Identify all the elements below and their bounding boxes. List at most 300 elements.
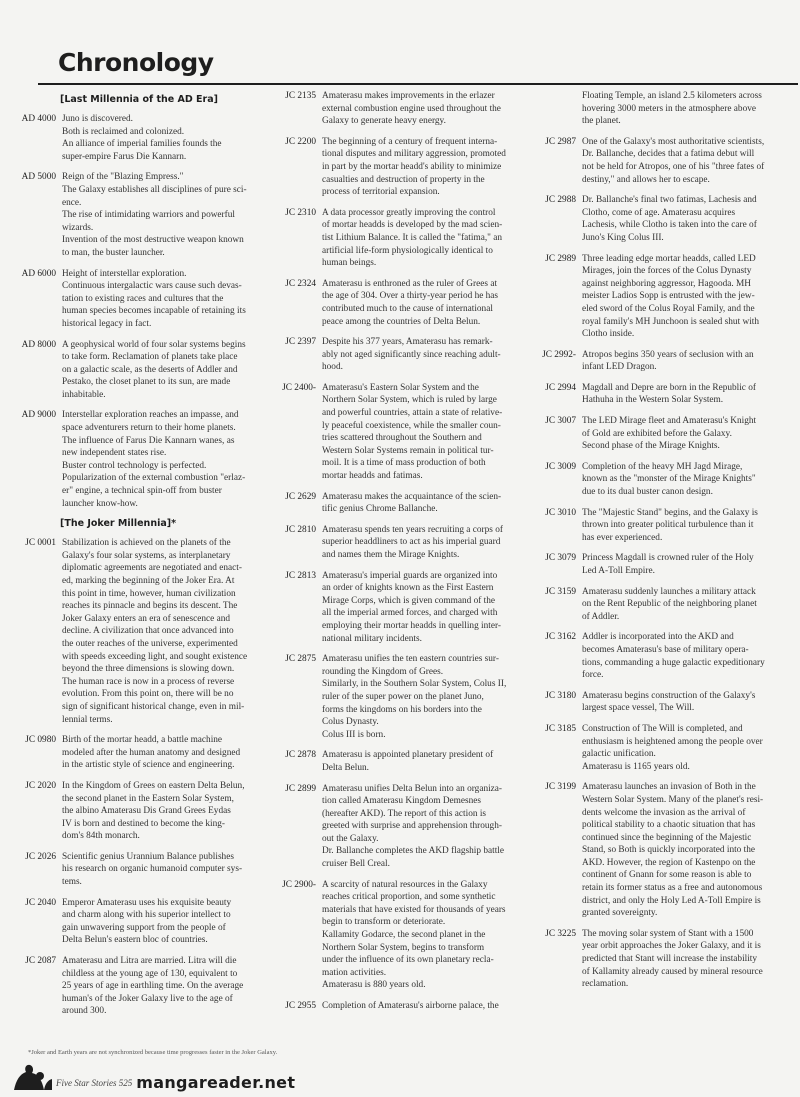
entry-line: Stand, so Both is quickly incorporated into the <box>582 845 756 856</box>
entry-line: The beginning of a century of frequent interna- <box>322 136 498 147</box>
section-heading: [The Joker Millennia]* <box>60 518 177 530</box>
entry-date: JC 3007 <box>545 416 576 427</box>
entry-line: The rise of intimidating warriors and powerful <box>62 210 235 221</box>
chronology-entry <box>270 382 528 483</box>
entry-line: continent of Gnann for some reason is able to <box>582 870 752 881</box>
entry-line: Lachesis, while Clotho is taken into the care of <box>582 220 757 231</box>
entry-line: Second phase of the Mirage Knights. <box>582 441 720 452</box>
entry-line: Western Solar Systems remain in political tur- <box>322 445 494 456</box>
entry-line: with speeds exceeding light, and sought existence <box>62 651 248 662</box>
entry-line: to take form. Reclamation of planets take place <box>62 352 238 363</box>
entry-line: the albino Amaterasu Dis Grand Grees Eydas <box>62 806 231 817</box>
entry-date: JC 3180 <box>545 690 576 701</box>
entry-text <box>582 507 792 545</box>
entry-line: peace among the countries of Delta Belun. <box>322 316 481 327</box>
entry-line: modeled after the human anatomy and designed <box>62 747 241 758</box>
entry-line: Interstellar exploration reaches an impasse, and <box>62 410 239 421</box>
entry-line: casualties and destruction of property in the <box>322 174 485 185</box>
entry-text <box>322 336 528 374</box>
entry-date: JC 2026 <box>25 851 56 862</box>
entry-line: The moving solar system of Stant with a 1500 <box>582 928 754 939</box>
entry-line: Clotho, come of age. Amaterasu acquires <box>582 207 736 218</box>
entry-line: Atropos begins 350 years of seclusion with an <box>582 349 754 360</box>
entry-line: space adventurers return to their home planets. <box>62 423 236 434</box>
entry-line: rounding the Kingdom of Grees. <box>322 666 444 677</box>
chronology-entry <box>530 507 792 545</box>
entry-date: JC 2988 <box>545 195 576 206</box>
chronology-entry <box>270 653 528 741</box>
entry-date: JC 3159 <box>545 586 576 597</box>
entry-line: Clotho inside. <box>582 329 635 340</box>
entry-line: Invention of the most destructive weapon known <box>62 235 244 246</box>
entry-date: JC 3079 <box>545 553 576 564</box>
entry-line: predicted that Stant will increase the instability <box>582 954 758 965</box>
entry-text <box>582 928 792 991</box>
chronology-entry <box>10 897 268 947</box>
entry-text <box>62 268 268 331</box>
entry-line: dom's 84th monarch. <box>62 831 140 842</box>
entry-date: AD 9000 <box>21 410 56 421</box>
entry-line: his research on organic humanoid computer sys- <box>62 864 243 875</box>
entry-line: Amaterasu's imperial guards are organized into <box>322 570 498 581</box>
entry-line: of mortar headds is developed by the mad scien- <box>322 220 503 231</box>
entry-line: tional disputes and military aggression, promoted <box>322 149 506 160</box>
entry-line: under the influence of its own planetary recla- <box>322 955 494 966</box>
entry-line: materials that have existed for thousands of years <box>322 904 506 915</box>
entry-text <box>582 781 792 920</box>
watermark-site-link[interactable]: mangareader.net <box>136 1073 296 1092</box>
entry-line: Kallamity Godarce, the second planet in the <box>322 930 486 941</box>
entry-date: JC 2955 <box>285 1001 316 1011</box>
entry-date: JC 2324 <box>285 278 316 289</box>
entry-line: Stabilization is achieved on the planets of the <box>62 538 231 549</box>
chronology-entry <box>530 631 792 681</box>
entry-date: JC 2040 <box>25 897 56 908</box>
mascot-silhouette-icon <box>10 1062 54 1092</box>
entry-text <box>322 90 528 128</box>
entry-line: thrown into greater political turbulence than it <box>582 520 754 531</box>
entry-line: A data processor greatly improving the control <box>322 207 496 218</box>
entry-date: JC 3162 <box>545 632 576 643</box>
entry-line: Amaterasu is 1165 years old. <box>582 761 690 772</box>
chronology-entry <box>270 207 528 270</box>
entry-text <box>62 409 268 510</box>
entry-text <box>582 194 792 244</box>
entry-line: ruler of the super power on the planet Juno, <box>322 691 484 702</box>
entry-line: the age of 304. Over a thirty-year period he has <box>322 291 499 302</box>
entry-text <box>322 1000 528 1013</box>
entry-line: decline. A civilization that once advanced into <box>62 626 234 637</box>
entry-date: JC 2989 <box>545 253 576 264</box>
chronology-entry <box>270 278 528 328</box>
entry-date: AD 5000 <box>21 172 56 183</box>
entry-line: moil. It is a time of mass production of both <box>322 458 486 469</box>
entry-line: wizards. <box>62 222 94 233</box>
entry-line: IV is born and destined to become the king- <box>62 818 226 829</box>
entry-line: human beings. <box>322 258 377 269</box>
column-2 <box>270 90 528 1057</box>
entry-text <box>322 524 528 562</box>
chronology-entry <box>270 336 528 374</box>
entry-line: the planet. <box>582 116 621 127</box>
entry-line: meister Ladios Sopp is entrusted with the jew- <box>582 291 755 302</box>
chronology-entry <box>10 268 268 331</box>
entry-line: A scarcity of natural resources in the Galaxy <box>322 879 488 890</box>
entry-text <box>582 136 792 186</box>
entry-line: One of the Galaxy's most authoritative scientists, <box>582 136 765 147</box>
entry-text <box>582 586 792 624</box>
entry-line: ence. <box>62 197 82 208</box>
entry-date: JC 2900- <box>282 879 316 890</box>
entry-date: JC 2629 <box>285 491 316 502</box>
entry-line: tist Lithium Balance. It is called the "fatima," an <box>322 232 503 243</box>
entry-line: retain its former status as a free and autonomous <box>582 883 763 894</box>
entry-date: JC 2992- <box>542 349 576 360</box>
entry-line: on the Rent Republic of the neighboring planet <box>582 599 757 610</box>
entry-line: ed, marking the beginning of the Joker Era. At <box>62 576 235 586</box>
entry-line: The influence of Farus Die Kannarn wanes, as <box>62 435 235 446</box>
chronology-entry <box>10 955 268 1018</box>
entry-text <box>62 734 268 772</box>
entry-line: Amaterasu unifies Delta Belun into an organiza- <box>322 783 503 794</box>
entry-date: JC 2813 <box>285 570 316 581</box>
section-heading: [Last Millennia of the AD Era] <box>60 94 218 105</box>
entry-line: national military incidents. <box>322 633 422 644</box>
entry-date: JC 2397 <box>285 337 316 348</box>
entry-line: not be held for Atropos, one of his "three fates of <box>582 161 765 172</box>
entry-line: galactic unification. <box>582 749 656 760</box>
entry-line: in the artistic style of science and engineering. <box>62 760 235 771</box>
entry-line: external combustion engine used throughout the <box>322 103 501 114</box>
entry-date: JC 0001 <box>25 538 56 549</box>
entry-line: process of territorial expansion. <box>322 187 440 198</box>
entry-date: JC 2994 <box>545 382 576 393</box>
entry-line: er" engine, a technical spin-off from buster <box>62 486 222 497</box>
entry-line: Addler is incorporated into the AKD and <box>582 632 734 643</box>
entry-line: granted sovereignty. <box>582 908 658 919</box>
entry-date: JC 3185 <box>545 723 576 734</box>
chronology-entry <box>530 723 792 773</box>
chronology-entry <box>10 780 268 843</box>
chronology-entry <box>530 781 792 920</box>
footnote: *Joker and Earth years are not synchronized because time progresses faster in the Joker Galaxy. <box>28 1049 278 1056</box>
entry-text <box>322 783 528 871</box>
entry-line: Galaxy's four solar systems, as interplanetary <box>62 550 231 561</box>
entry-line: reclamation. <box>582 979 629 990</box>
entry-line: 25 years of age in earthling time. On the average <box>62 981 244 992</box>
entry-line: Delta Belun. <box>322 762 369 773</box>
chronology-entry <box>530 349 792 374</box>
entry-text <box>62 780 268 843</box>
entry-line: out the Galaxy. <box>322 833 379 844</box>
entry-line: Height of interstellar exploration. <box>62 268 187 279</box>
entry-line: against neighboring aggressor, Hagooda. MH <box>582 278 752 289</box>
entry-line: and names them the Mirage Knights. <box>322 550 460 560</box>
entry-line: tions, commanding a huge galactic expeditionary <box>582 657 765 668</box>
entry-date: JC 0980 <box>25 735 56 746</box>
entry-line: Amaterasu's Eastern Solar System and the <box>322 382 479 393</box>
chronology-entry <box>530 136 792 186</box>
entry-line: ly peaceful coexistence, while the smaller coun- <box>322 420 501 431</box>
chronology-entry <box>530 928 792 991</box>
entry-line: childless at the young age of 130, equivalent to <box>62 968 238 979</box>
entry-date: JC 2400- <box>282 382 316 393</box>
entry-line: An alliance of imperial families founds the <box>62 139 222 150</box>
entry-line: in part by the mortar headd's ability to minimize <box>322 161 502 172</box>
entry-line: cruiser Bell Creal. <box>322 859 390 870</box>
entry-line: beyond the three dimensions is slowing down. <box>62 664 235 675</box>
entry-date: JC 2899 <box>285 783 316 794</box>
entry-line: destiny," and allows her to escape. <box>582 174 710 185</box>
entry-line: Amaterasu makes improvements in the erlazer <box>322 91 495 101</box>
entry-line: the outer reaches of the universe, experimented <box>62 638 238 649</box>
entry-line: Pestako, the closet planet to its sun, are made <box>62 377 231 388</box>
chronology-entry <box>530 253 792 341</box>
entry-date: JC 2875 <box>285 654 316 665</box>
chronology-entry <box>530 382 792 407</box>
entry-line: Delta Belun's eastern bloc of countries. <box>62 935 208 946</box>
entry-line: AKD. However, the region of Kastenpo on the <box>582 857 756 868</box>
entry-line: artificial life-form physiologically identical to <box>322 245 493 256</box>
entry-line: ably not aged significantly since reaching adult- <box>322 349 501 360</box>
entry-line: Emperor Amaterasu uses his exquisite beauty <box>62 897 232 908</box>
entry-text <box>582 253 792 341</box>
entry-line: of Addler. <box>582 611 620 622</box>
chronology-entry <box>10 113 268 163</box>
entry-line: Buster control technology is perfected. <box>62 460 207 471</box>
entry-text <box>582 552 792 577</box>
entry-line: Joker Galaxy enters an era of senescence and <box>62 613 231 624</box>
entry-text <box>322 278 528 328</box>
entry-date: JC 3010 <box>545 507 576 518</box>
entry-line: Continuous intergalactic wars cause such devas- <box>62 281 242 292</box>
entry-text <box>322 749 528 774</box>
entry-line: due to its dual buster canon design. <box>582 487 713 498</box>
entry-line: Reign of the "Blazing Empress." <box>62 172 184 183</box>
chronology-entry <box>10 851 268 889</box>
entry-text <box>582 723 792 773</box>
entry-line: Amaterasu suddenly launches a military attack <box>582 586 756 597</box>
entry-text <box>582 461 792 499</box>
entry-line: Colus Dynasty. <box>322 717 379 728</box>
chronology-entry <box>530 461 792 499</box>
entry-text <box>62 955 268 1018</box>
entry-line: human species becomes incapable of retaining its <box>62 306 246 317</box>
entry-line: Amaterasu is enthroned as the ruler of Grees at <box>322 278 498 289</box>
entry-line: Juno is discovered. <box>62 114 134 124</box>
entry-line: Similarly, in the Southern Solar System, Colus II, <box>322 679 507 690</box>
entry-line: begin to transform or deteriorate. <box>322 917 446 928</box>
chronology-entry <box>270 136 528 199</box>
entry-line: Birth of the mortar headd, a battle machine <box>62 735 223 746</box>
entry-line: contributed much to the cause of international <box>322 303 493 314</box>
entry-line: reaches critical proportion, and some synthetic <box>322 892 496 903</box>
entry-text <box>62 339 268 402</box>
entry-date: JC 2987 <box>545 136 576 147</box>
entry-line: the second planet in the Eastern Solar System, <box>62 793 234 804</box>
entry-line: greeted with surprise and apprehension through- <box>322 821 502 832</box>
entry-line: The Galaxy establishes all disciplines of pure sci- <box>62 184 247 195</box>
chronology-entry <box>270 570 528 646</box>
entry-line: In the Kingdom of Grees on eastern Delta Belun, <box>62 780 245 791</box>
entry-line: historical legacy in fact. <box>62 318 152 329</box>
entry-text <box>322 207 528 270</box>
column-3 <box>530 90 792 1057</box>
watermark-small-text: Five Star Stories 525 <box>56 1078 133 1088</box>
title-rule <box>38 83 798 85</box>
entry-line: Led A-Toll Empire. <box>582 566 655 576</box>
entry-line: mation activities. <box>322 967 387 978</box>
entry-date: AD 4000 <box>21 114 56 124</box>
chronology-entry <box>530 586 792 624</box>
entry-date: JC 2310 <box>285 207 316 218</box>
chronology-entry <box>270 491 528 516</box>
entry-line: Hathuha in the Western Solar System. <box>582 395 724 406</box>
entry-line: Amaterasu spends ten years recruiting a corps of <box>322 524 503 535</box>
entry-line: infant LED Dragon. <box>582 362 657 373</box>
entry-line: human's of the Joker Galaxy live to the age of <box>62 993 233 1004</box>
entry-line: Completion of Amaterasu's airborne palace, the <box>322 1001 499 1011</box>
entry-line: employing their mortar headds in quelling inter- <box>322 620 501 631</box>
entry-date: JC 2810 <box>285 524 316 535</box>
chronology-entry <box>10 734 268 772</box>
entry-date: JC 2135 <box>285 91 316 101</box>
entry-line: diplomatic agreements are negotiated and enact- <box>62 563 242 574</box>
entry-text <box>582 349 792 374</box>
entry-line: Colus III is born. <box>322 729 386 740</box>
entry-line: this point in time, however, human civilization <box>62 588 236 599</box>
watermark[interactable] <box>10 1062 295 1092</box>
entry-line: Dr. Ballanche's final two fatimas, Lachesis and <box>582 195 757 206</box>
entry-line: Juno's King Colus III. <box>582 232 664 243</box>
entry-line: inhabitable. <box>62 389 106 400</box>
entry-line: Galaxy to generate heavy energy. <box>322 116 446 127</box>
entry-line: sign of significant historical change, even in mil- <box>62 701 245 712</box>
entry-line: eled sword of the Colus Royal Family, and the <box>582 303 755 314</box>
entry-line: gain unwavering support from the people of <box>62 922 226 933</box>
entry-line: known as the "monster of the Mirage Knights" <box>582 474 756 485</box>
entry-line: Amaterasu is 880 years old. <box>322 980 426 991</box>
chronology-entry <box>270 783 528 871</box>
entry-text <box>62 171 268 259</box>
entry-line: Dr. Ballanche, decides that a fatima debut will <box>582 149 755 160</box>
chronology-entry <box>10 409 268 510</box>
entry-text <box>322 491 528 516</box>
chronology-entry <box>530 690 792 715</box>
entry-line: and charm along with his superior intellect to <box>62 910 231 921</box>
chronology-entry <box>530 415 792 453</box>
entry-line: Mirages, join the forces of the Colus Dynasty <box>582 266 752 277</box>
entry-text <box>62 537 268 726</box>
entry-line: tation to existing races and cultures that the <box>62 293 224 304</box>
entry-line: tific genius Chrome Ballanche. <box>322 504 438 515</box>
entry-date: AD 8000 <box>21 339 56 350</box>
entry-line: Mirage Corps, which is given command of the <box>322 595 495 606</box>
entry-line: Amaterasu unifies the ten eastern countries sur- <box>322 654 499 665</box>
entry-line: force. <box>582 670 604 681</box>
entry-line: hood. <box>322 362 343 373</box>
entry-date: AD 6000 <box>21 268 56 279</box>
chronology-entry <box>10 339 268 402</box>
entry-line: has ever experienced. <box>582 532 663 543</box>
entry-text <box>582 90 792 128</box>
entry-text <box>62 851 268 889</box>
entry-line: around 300. <box>62 1006 107 1017</box>
entry-line: Scientific genius Urannium Balance publishes <box>62 851 234 862</box>
entry-line: hovering 3000 meters in the atmosphere above <box>582 103 757 114</box>
entry-line: Dr. Ballanche completes the AKD flagship battle <box>322 846 505 857</box>
entry-line: new independent states rise. <box>62 448 167 459</box>
entry-text <box>322 136 528 199</box>
entry-line: continued since the beginning of the Majestic <box>582 832 752 843</box>
entry-line: political stability to a chaotic situation that has <box>582 820 756 831</box>
entry-line: Amaterasu is appointed planetary president of <box>322 750 494 761</box>
entry-line: of Kallamity already caused by mineral resource <box>582 966 763 977</box>
entry-line: Popularization of the external combustion "erlaz- <box>62 473 246 484</box>
chronology-entry <box>270 90 528 128</box>
chronology-entry <box>10 171 268 259</box>
chronology-entry <box>530 194 792 244</box>
entry-line: an order of knights known as the First Eastern <box>322 583 494 594</box>
entry-line: lennial terms. <box>62 714 113 725</box>
entry-line: Amaterasu makes the acquaintance of the scien- <box>322 491 502 502</box>
column-1 <box>10 90 268 1057</box>
entry-line: dents welcome the invasion as the arrival of <box>582 807 746 818</box>
entry-line: evolution. From this point on, there will be no <box>62 689 234 700</box>
chronology-entry <box>270 524 528 562</box>
entry-line: The LED Mirage fleet and Amaterasu's Knight <box>582 416 757 427</box>
entry-line: tion called Amaterasu Kingdom Demesnes <box>322 796 482 807</box>
entry-line: Construction of The Will is completed, and <box>582 723 743 734</box>
entry-line: Princess Magdall is crowned ruler of the Holy <box>582 553 754 564</box>
entry-text <box>322 879 528 992</box>
entry-line: all the imperial armed forces, and charged with <box>322 608 498 619</box>
entry-line: year orbit approaches the Joker Galaxy, and it is <box>582 941 761 952</box>
entry-date: JC 2087 <box>25 956 56 967</box>
entry-text <box>322 653 528 741</box>
page-title: Chronology <box>58 48 214 77</box>
entry-line: becomes Amaterasu's base of military opera- <box>582 644 749 655</box>
entry-line: Despite his 377 years, Amaterasu has remark- <box>322 337 493 348</box>
entry-text <box>582 631 792 681</box>
entry-text <box>322 382 528 483</box>
entry-line: Western Solar System. Many of the planet's resi- <box>582 794 764 805</box>
entry-line: tems. <box>62 877 82 888</box>
entry-line: to man, the buster launcher. <box>62 247 165 258</box>
entry-line: Northern Solar System, begins to transform <box>322 942 485 953</box>
entry-line: super-empire Farus Die Kannarn. <box>62 151 187 162</box>
entry-line: tries scattered throughout the Southern and <box>322 433 482 444</box>
entry-line: on a galactic scale, as the deserts of Addler and <box>62 364 238 375</box>
entry-line: reaches its pinnacle and begins its descent. The <box>62 601 238 612</box>
entry-line: The "Majestic Stand" begins, and the Galaxy is <box>582 507 758 518</box>
entry-date: JC 2200 <box>285 136 316 147</box>
chronology-entry <box>530 90 792 128</box>
entry-date: JC 2878 <box>285 750 316 761</box>
entry-line: The human race is now in a process of reverse <box>62 676 235 687</box>
entry-line: district, and only the Holy Led A-Toll Empire is <box>582 895 761 906</box>
entry-line: and powerful countries, attain a state of relative- <box>322 408 503 419</box>
entry-date: JC 2020 <box>25 780 56 791</box>
entry-text <box>582 415 792 453</box>
chronology-entry <box>10 537 268 726</box>
entry-text <box>582 690 792 715</box>
entry-line: superior headdliners to act as his imperial guard <box>322 537 501 548</box>
entry-line: Magdall and Depre are born in the Republic of <box>582 382 756 393</box>
entry-date: JC 3009 <box>545 461 576 472</box>
entry-line: Amaterasu launches an invasion of Both in the <box>582 782 756 793</box>
entry-line: launcher know-how. <box>62 498 138 509</box>
